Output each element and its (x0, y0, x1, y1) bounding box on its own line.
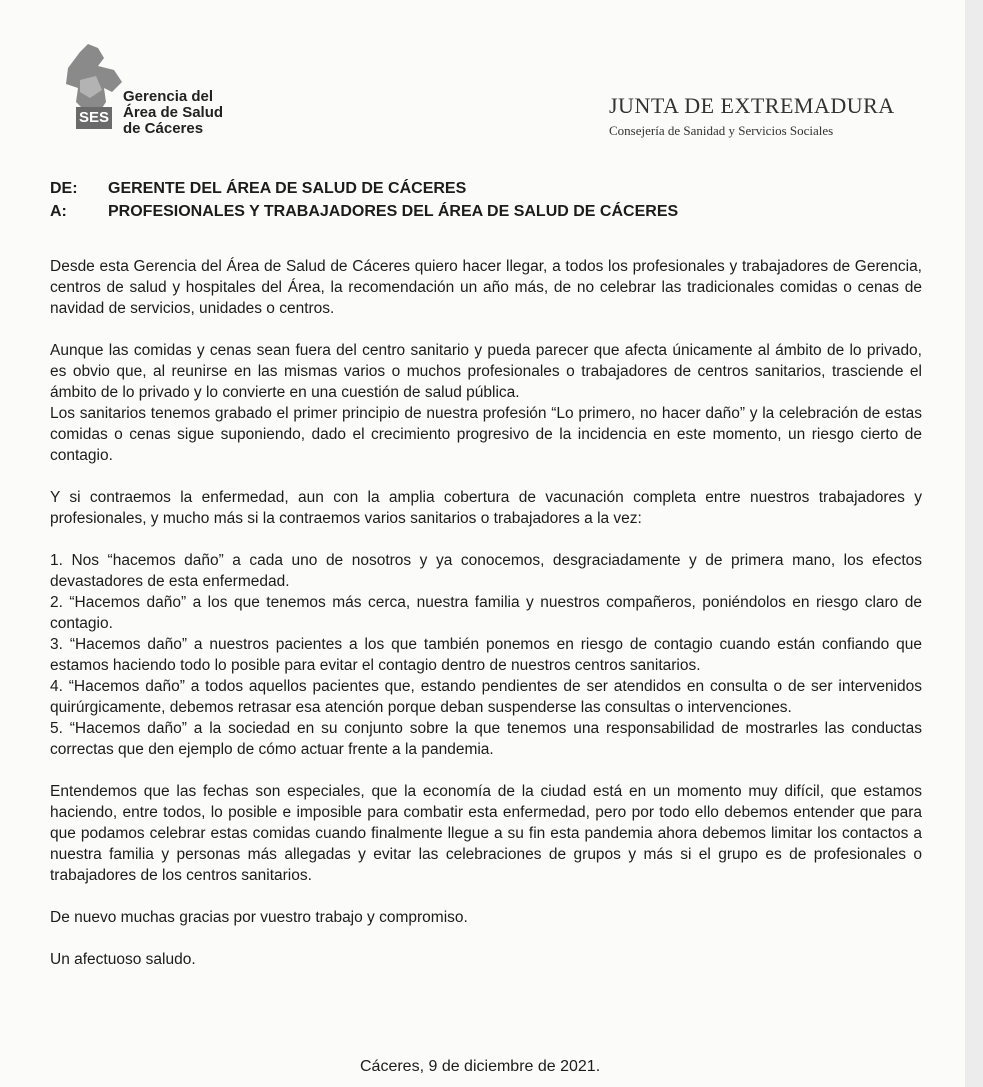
paragraph: Entendemos que las fechas son especiales, que la economía de la ciudad está en un momento muy difícil, que estamos haciendo, entre todos, lo posible e imposible para combatir esta enfermedad, pero por todo ello debemos entender que para que podamos celebrar estas comidas cuando finalmente llegue a su fin esta pandemia ahora debemos limitar los contactos a nuestra familia y personas más allegadas y evitar las celebraciones de grupos y más si el grupo es de profesionales o trabajadores de los centros sanitarios. (50, 783, 922, 884)
memo-header (50, 177, 678, 223)
list-item: 4. “Hacemos daño” a todos aquellos pacientes que, estando pendientes de ser atendidos en consulta o de ser intervenidos quirúrgicamente, debemos retrasar esa atención porque deban suspenderse las consultas o intervenciones. (50, 678, 922, 716)
paragraph: De nuevo muchas gracias por vuestro trabajo y compromiso. (50, 909, 468, 926)
paragraph: Aunque las comidas y cenas sean fuera del centro sanitario y pueda parecer que afecta únicamente al ámbito de lo privado, es obvio que, al reunirse en las mismas varios o muchos profesionales o trabajadores de centros sanitarios, trasciende el ámbito de lo privado y lo convierte en una cuestión de salud pública. (50, 342, 922, 401)
list-item: 3. “Hacemos daño” a nuestros pacientes a los que también ponemos en riesgo de contagio cuando están confiando que estamos haciendo todo lo posible para evitar el contagio dentro de nuestros centros sanitarios. (50, 636, 922, 674)
paragraph: Y si contraemos la enfermedad, aun con la amplia cobertura de vacunación completa entre nuestros trabajadores y profesionales, y mucho más si la contraemos varios sanitarios o trabajadores a la vez: (50, 489, 922, 527)
scan-edge (965, 0, 983, 1087)
gerencia-label (123, 89, 223, 137)
list-item: 5. “Hacemos daño” a la sociedad en su conjunto sobre la que tenemos una responsabilidad de mostrarles las conductas correctas que den ejemplo de cómo actuar frente a la pandemia. (50, 720, 922, 758)
letter-body (50, 256, 922, 970)
gerencia-line-3: de Cáceres (123, 120, 204, 137)
gerencia-line-1: Gerencia del (123, 88, 214, 105)
gerencia-line-2: Área de Salud (123, 104, 224, 121)
memo-from-row (50, 177, 678, 200)
ses-badge: SES (76, 107, 112, 129)
memo-to-row (50, 200, 678, 223)
memo-to-label: A: (50, 203, 67, 220)
junta-title: JUNTA DE EXTREMADURA (609, 93, 895, 118)
closing-greeting: Un afectuoso saludo. (50, 951, 196, 968)
memo-from-label: DE: (50, 180, 78, 197)
paragraph: Desde esta Gerencia del Área de Salud de Cáceres quiero hacer llegar, a todos los profesionales y trabajadores de Gerencia, centros de salud y hospitales del Área, la recomendación un año más, de no celebrar las tradicionales comidas o cenas de navidad de servicios, unidades o centros. (50, 258, 922, 317)
paragraph: Los sanitarios tenemos grabado el primer principio de nuestra profesión “Lo primero, no hacer daño” y la celebración de estas comidas o cenas sigue suponiendo, dado el crecimiento progresivo de la incidencia en este momento, un riesgo cierto de contagio. (50, 405, 922, 464)
junta-logo (609, 94, 895, 138)
ses-logo (58, 40, 258, 140)
memo-from-value: GERENTE DEL ÁREA DE SALUD DE CÁCERES (108, 180, 467, 197)
list-item: 1. Nos “hacemos daño” a cada uno de nosotros y ya conocemos, desgraciadamente y de primera mano, los efectos devastadores de esta enfermedad. (50, 552, 922, 590)
junta-subtitle: Consejería de Sanidad y Servicios Sociales (609, 123, 834, 138)
signature-date: Cáceres, 9 de diciembre de 2021. (360, 1058, 601, 1075)
list-item: 2. “Hacemos daño” a los que tenemos más cerca, nuestra familia y nuestros compañeros, poniéndolos en riesgo claro de contagio. (50, 594, 922, 632)
memo-to-value: PROFESIONALES Y TRABAJADORES DEL ÁREA DE SALUD DE CÁCERES (108, 203, 679, 220)
